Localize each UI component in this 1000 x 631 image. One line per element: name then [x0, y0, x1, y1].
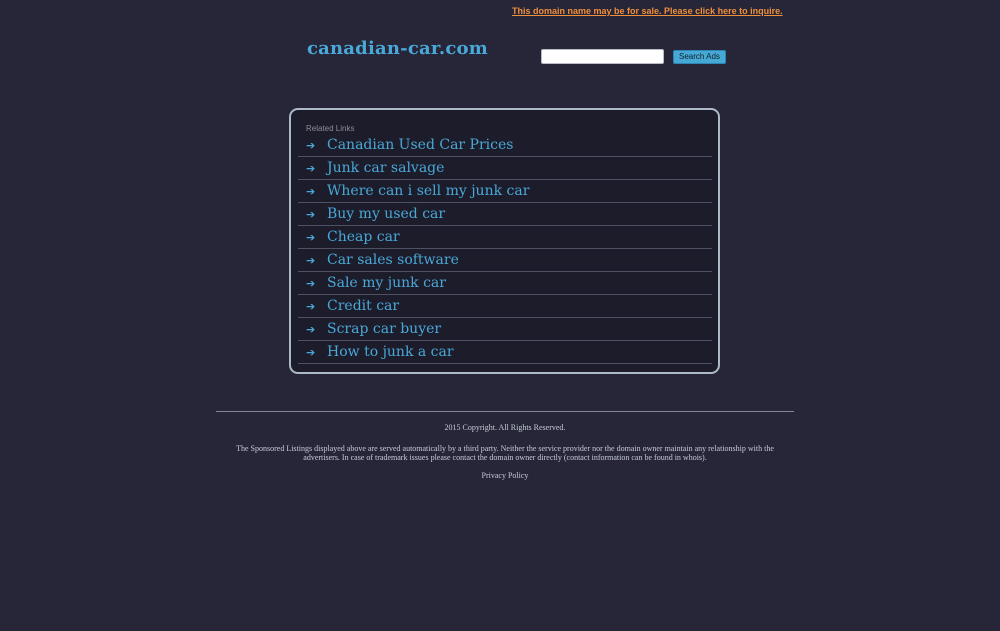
arrow-right-icon: ➔ — [306, 184, 316, 198]
related-link-item[interactable] — [298, 180, 712, 203]
related-link-text[interactable]: Junk car salvage — [327, 160, 445, 176]
arrow-right-icon: ➔ — [306, 345, 316, 359]
related-link-item[interactable] — [298, 203, 712, 226]
related-link-item[interactable] — [298, 134, 712, 157]
site-title: canadian-car.com — [307, 38, 488, 59]
related-link-text[interactable]: Scrap car buyer — [327, 321, 442, 337]
footer — [216, 423, 794, 480]
related-link-text[interactable]: Buy my used car — [327, 206, 446, 222]
related-link-item[interactable] — [298, 157, 712, 180]
search-input[interactable] — [541, 49, 664, 64]
related-link-item[interactable] — [298, 341, 712, 364]
related-link-item[interactable] — [298, 318, 712, 341]
related-link-item[interactable] — [298, 226, 712, 249]
arrow-right-icon: ➔ — [306, 253, 316, 267]
related-link-text[interactable]: Cheap car — [327, 229, 400, 245]
related-link-item[interactable] — [298, 249, 712, 272]
arrow-right-icon: ➔ — [306, 207, 316, 221]
arrow-right-icon: ➔ — [306, 138, 316, 152]
related-link-item[interactable] — [298, 272, 712, 295]
related-link-text[interactable]: How to junk a car — [327, 344, 454, 360]
arrow-right-icon: ➔ — [306, 299, 316, 313]
related-link-text[interactable]: Where can i sell my junk car — [327, 183, 530, 199]
domain-sale-link[interactable]: This domain name may be for sale. Please click here to inquire. — [512, 6, 783, 16]
related-link-text[interactable]: Credit car — [327, 298, 400, 314]
related-link-text[interactable]: Canadian Used Car Prices — [327, 137, 514, 153]
search-form — [541, 49, 726, 64]
arrow-right-icon: ➔ — [306, 276, 316, 290]
copyright-text: 2015 Copyright. All Rights Reserved. — [444, 423, 566, 432]
disclaimer-text: The Sponsored Listings displayed above are served automatically by a third party. Neither the service provider nor the domain owner maintain any relationship with the advertisers. In case of trademark issues please contact the domain owner directly (contact information can be found in whois). — [236, 444, 774, 462]
footer-divider — [216, 411, 794, 412]
related-link-text[interactable]: Car sales software — [327, 252, 459, 268]
related-links-panel — [289, 108, 720, 374]
arrow-right-icon: ➔ — [306, 161, 316, 175]
privacy-policy-link[interactable]: Privacy Policy — [481, 471, 529, 480]
related-links-list — [298, 134, 712, 364]
related-link-text[interactable]: Sale my junk car — [327, 275, 446, 291]
related-link-item[interactable] — [298, 295, 712, 318]
related-links-heading: Related Links — [306, 124, 355, 133]
search-ads-button[interactable]: Search Ads — [673, 50, 726, 64]
arrow-right-icon: ➔ — [306, 322, 316, 336]
arrow-right-icon: ➔ — [306, 230, 316, 244]
